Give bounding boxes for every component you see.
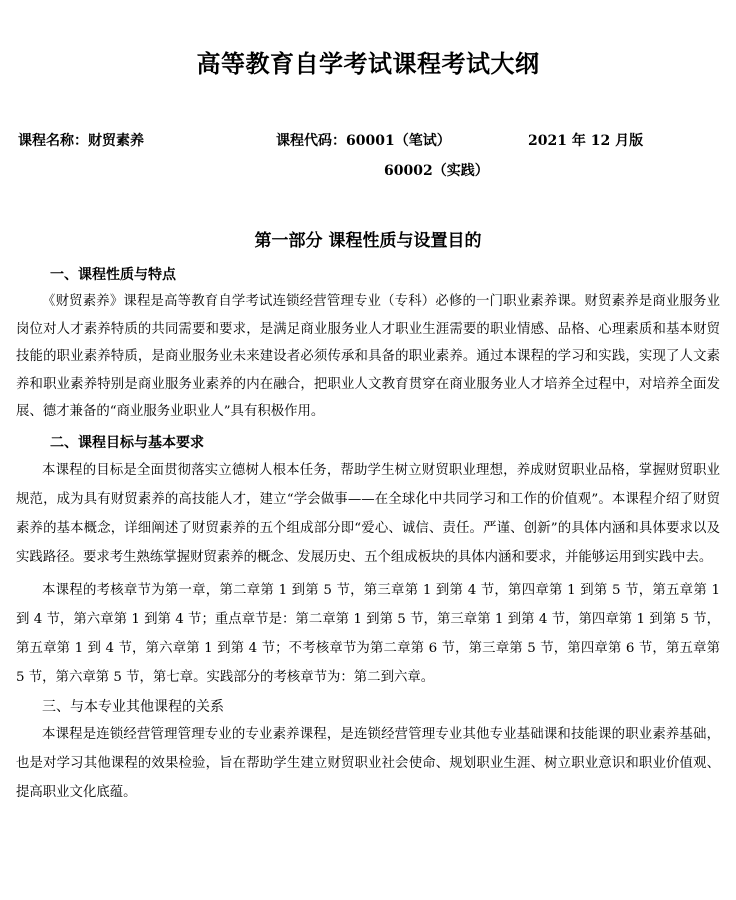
course-code-practice: 60002（实践）: [384, 163, 489, 179]
section-heading: 一、课程性质与特点: [50, 267, 176, 283]
document-body: [16, 262, 720, 807]
course-name: 课程名称：财贸素养: [18, 133, 144, 149]
section-heading: 三、与本专业其他课程的关系: [42, 698, 224, 715]
paragraph: 本课程的目标是全面贯彻落实立德树人根本任务，帮助学生树立财贸职业理想，养成财贸职业品格，掌握财贸职业规范，成为具有财贸素养的高技能人才，建立“学会做事——在全球化中共同学习和工作的价值观”。本课程介绍了财贸素养的基本概念，详细阐述了财贸素养的五个组成部分即“爱心、诚信、责任。严谨、创新”的具体内涵和具体要求以及实践路径。要求考生熟练掌握财贸素养的概念、发展历史、五个组成板块的具体内涵和要求，并能够运用到实践中去。: [16, 462, 720, 565]
document-title: 高等教育自学考试课程考试大纲: [196, 49, 540, 78]
section-heading: 二、课程目标与基本要求: [50, 434, 204, 451]
paragraph: 本课程是连锁经营管理管理专业的专业素养课程，是连锁经营管理专业其他专业基础课和技能课的职业素养基础，也是对学习其他课程的效果检验，旨在帮助学生建立财贸职业社会使命、规划职业生涯、树立职业意识和职业价值观、提高职业文化底蕴。: [16, 726, 720, 800]
paragraph: 本课程的考核章节为第一章，第二章第 1 到第 5 节，第三章第 1 到第 4 节，第四章第 1 到第 5 节，第五章第 1 到 4 节，第六章第 1 到第 4 节；重点章节是：第二章第 1 到第 5 节，第三章第 1 到第 4 节，第四章第 1 到第 5 节，第五章第 1 到 4 节，第六章第 1 到第 4 节；不考核章节为第二章第 6 节，第三章第 5 节，第四章第 6 节，第五章第 5 节，第六章第 5 节，第七章。实践部分的考核章节为：第二到六章。: [16, 582, 720, 685]
course-code: 课程代码：60001（笔试）: [276, 133, 451, 149]
paragraph: 《财贸素养》课程是高等教育自学考试连锁经营管理专业（专科）必修的一门职业素养课。财贸素养是商业服务业岗位对人才素养特质的共同需要和要求，是满足商业服务业人才职业生涯需要的职业情感、品格、心理素质和基本财贸技能的职业素养特质，是商业服务业未来建设者必须传承和具备的职业素养。通过本课程的学习和实践，实现了人文素养和职业素养特别是商业服务业素养的内在融合，把职业人文教育贯穿在商业服务业人才培养全过程中，对培养全面发展、德才兼备的“商业服务业职业人”具有积极作用。: [16, 294, 720, 419]
edition: 2021 年 12 月版: [528, 133, 644, 149]
part-heading: 第一部分 课程性质与设置目的: [254, 231, 482, 251]
